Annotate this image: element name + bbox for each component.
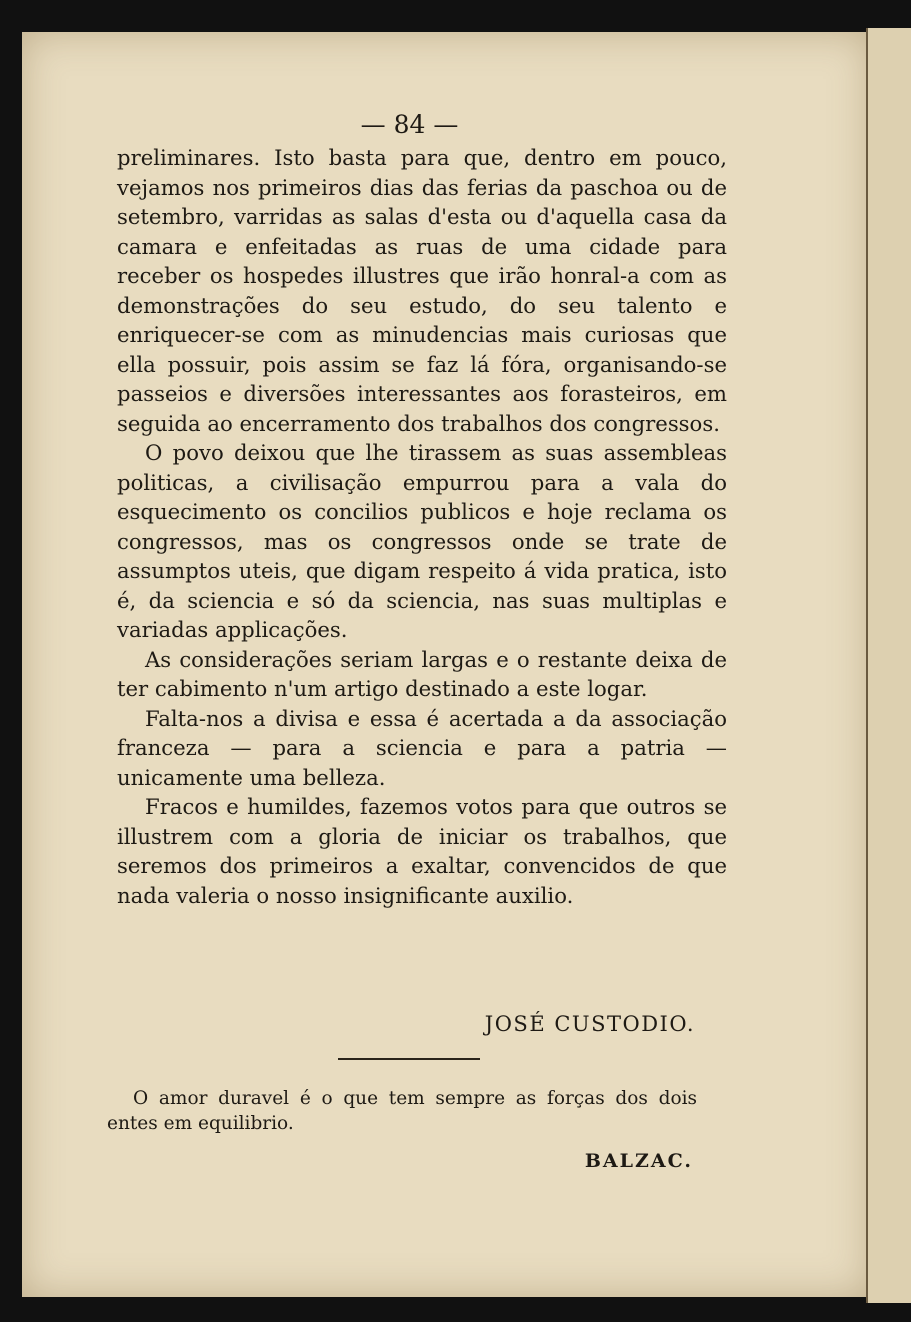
article-body [117,143,727,910]
paragraph: Fracos e humildes, fazemos votos para que outros se illustrem com a gloria de iniciar os trabalhos, que seremos dos primeiros a exaltar, convencidos de que nada valeria o nosso insignificante auxilio. [117,794,727,908]
paragraph: Falta-nos a divisa e essa é acertada a da associação franceza — para a sciencia e para a patria — unicamente uma belleza. [117,705,727,790]
paragraph: preliminares. Isto basta para que, dentro em pouco, vejamos nos primeiros dias das ferias da paschoa ou de setembro, varridas as salas d'esta ou d'aquella casa da camara e enfeitadas as ruas de uma cidade para receber os hospedes illustres que irão honral-a com as demonstrações do seu estudo, do seu talento e enriquecer-se com as minudencias mais curiosas que ella possuir, pois assim se faz lá fóra, organisando-se passeios e diversões interessantes aos forasteiros, em seguida ao encerramento dos trabalhos dos congressos. [117,145,727,436]
epigraph-quote: O amor duravel é o que tem sempre as forças dos dois entes em equilibrio. [107,1088,697,1134]
author-signature: JOSÉ CUSTODIO. [484,1012,695,1036]
epigraph-author: BALZAC. [584,1150,693,1172]
page-number: — 84 — [360,110,459,139]
divider [338,1058,480,1060]
paragraph: O povo deixou que lhe tirassem as suas assembleas politicas, a civilisação empurrou para a vala do esquecimento os concilios publicos e hoje reclama os congressos, mas os congressos onde se trate de assumptos uteis, que digam respeito á vida pratica, isto é, da sciencia e só da sciencia, nas suas multiplas e variadas applicações. [117,440,727,642]
adjacent-page-edge [866,28,911,1303]
paragraph: As considerações seriam largas e o restante deixa de ter cabimento n'um artigo destinado a este logar. [117,646,727,701]
